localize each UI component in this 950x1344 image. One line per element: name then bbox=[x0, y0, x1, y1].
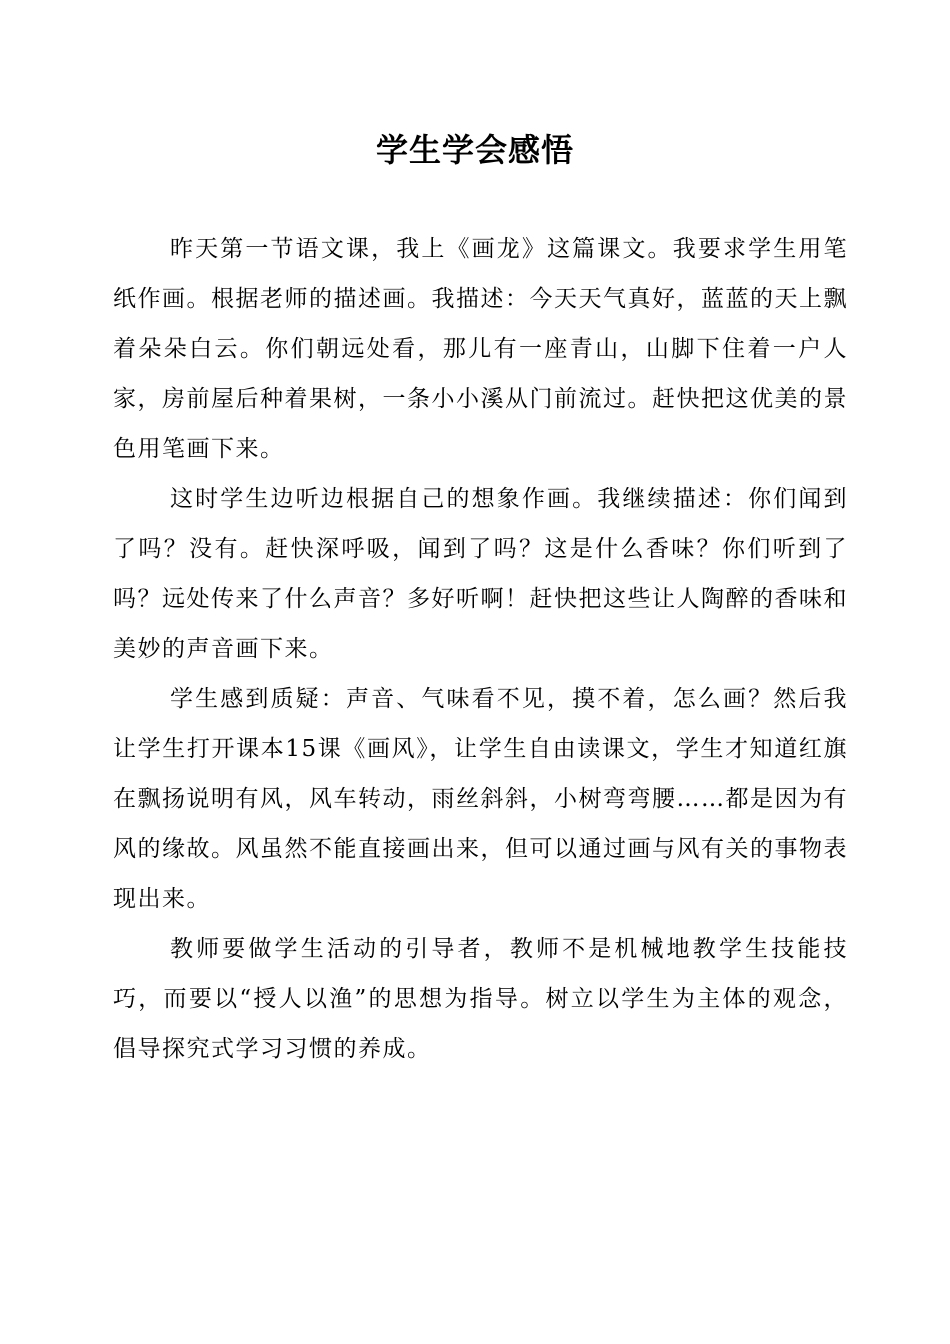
document-body bbox=[113, 224, 848, 1074]
paragraph-1: 昨天第一节语文课，我上《画龙》这篇课文。我要求学生用笔纸作画。根据老师的描述画。我描述：今天天气真好，蓝蓝的天上飘着朵朵白云。你们朝远处看，那儿有一座青山，山脚下住着一户人家，房前屋后种着果树，一条小小溪从门前流过。赶快把这优美的景色用笔画下来。 bbox=[113, 236, 848, 462]
paragraph-2: 这时学生边听边根据自己的想象作画。我继续描述：你们闻到了吗？没有。赶快深呼吸，闻到了吗？这是什么香味？你们听到了吗？远处传来了什么声音？多好听啊！赶快把这些让人陶醉的香味和美妙的声音画下来。 bbox=[113, 486, 848, 662]
paragraph-3: 学生感到质疑：声音、气味看不见，摸不着，怎么画？然后我让学生打开课本15课《画风》，让学生自由读课文，学生才知道红旗在飘扬说明有风，风车转动，雨丝斜斜，小树弯弯腰……都是因为有风的缘故。风虽然不能直接画出来，但可以通过画与风有关的事物表现出来。 bbox=[113, 686, 848, 912]
paragraph-4: 教师要做学生活动的引导者，教师不是机械地教学生技能技巧，而要以“授人以渔”的思想为指导。树立以学生为主体的观念，倡导探究式学习习惯的养成。 bbox=[113, 936, 848, 1062]
page-title: 学生学会感悟 bbox=[375, 131, 574, 169]
